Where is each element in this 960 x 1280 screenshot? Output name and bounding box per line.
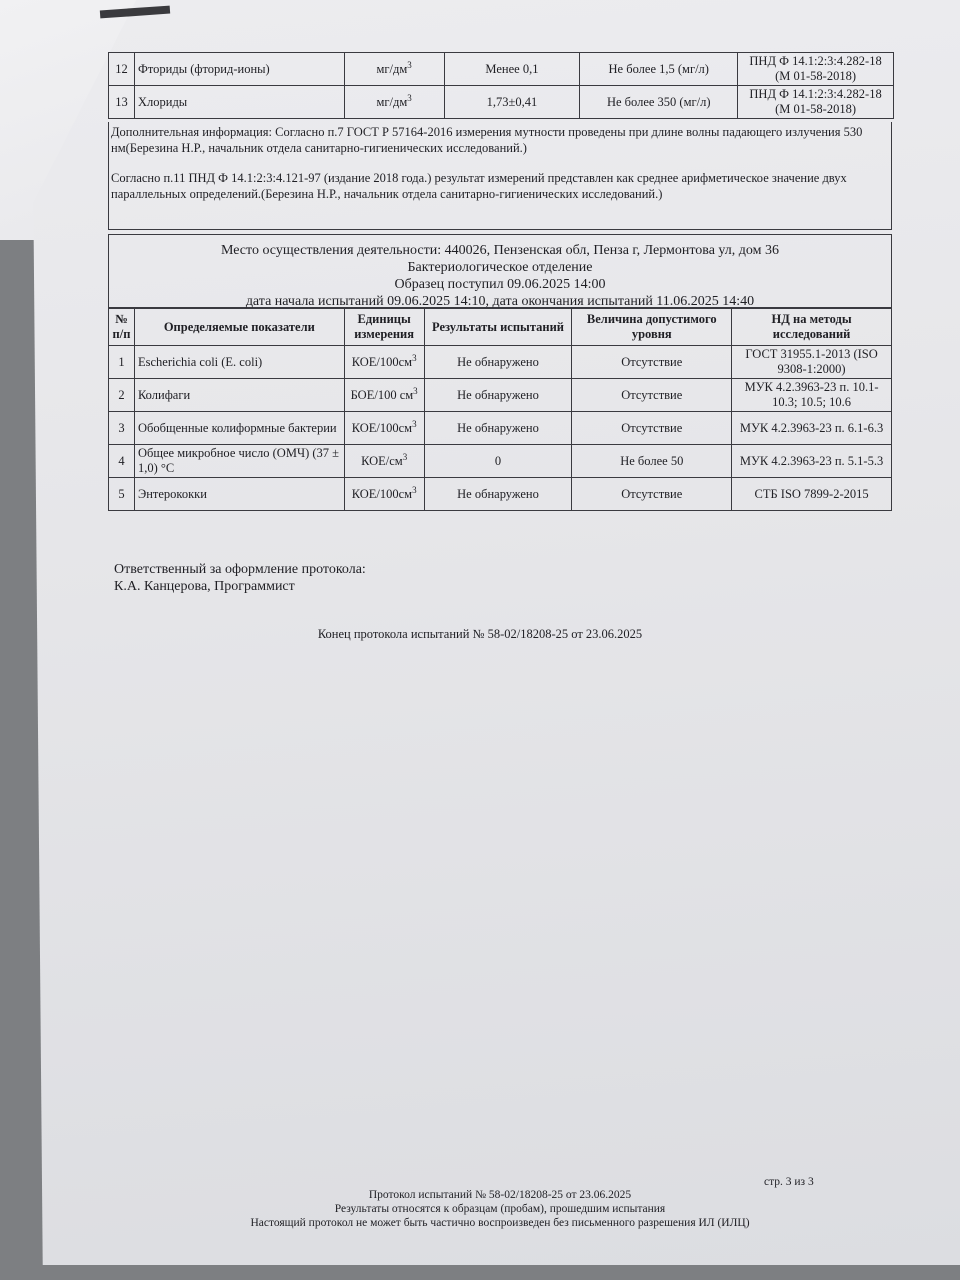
norm-cell: Отсутствие <box>572 346 732 379</box>
place-of-activity <box>108 234 892 308</box>
bacteriology-results-table <box>108 308 892 511</box>
chemical-results-table <box>108 52 894 119</box>
row-number: 1 <box>109 346 135 379</box>
test-dates-line: дата начала испытаний 09.06.2025 14:10, дата окончания испытаний 11.06.2025 14:40 <box>245 294 755 309</box>
header-number: № п/п <box>109 309 135 346</box>
table-row <box>109 53 894 86</box>
result-cell: Не обнаружено <box>424 412 572 445</box>
header-indicator: Определяемые показатели <box>134 309 344 346</box>
method-cell: МУК 4.2.3963-23 п. 5.1-5.3 <box>732 445 892 478</box>
norm-cell: Не более 1,5 (мг/л) <box>580 53 738 86</box>
responsible-label: Ответственный за оформление протокола: <box>114 562 366 577</box>
responsible-person: К.А. Канцерова, Программист <box>114 579 295 594</box>
footer-line-1: Протокол испытаний № 58-02/18208-25 от 23.06.2025 <box>368 1189 632 1201</box>
row-number: 5 <box>109 478 135 511</box>
indicator-name: Общее микробное число (ОМЧ) (37 ± 1,0) °С <box>134 445 344 478</box>
row-number: 3 <box>109 412 135 445</box>
header-unit: Единицы измерения <box>344 309 424 346</box>
norm-cell: Отсутствие <box>572 379 732 412</box>
norm-cell: Отсутствие <box>572 478 732 511</box>
footer-line-3: Настоящий протокол не может быть частично воспроизведен без письменного разрешения ИЛ (ИЛЦ) <box>250 1217 750 1229</box>
unit-cell: КОЕ/$100см^3$ <box>344 478 424 511</box>
method-cell: МУК 4.2.3963-23 п. 10.1-10.3; 10.5; 10.6 <box>732 379 892 412</box>
row-number: 4 <box>109 445 135 478</box>
header-method: НД на методы исследований <box>732 309 892 346</box>
unit-cell: БОЕ/100 $см^3$ <box>344 379 424 412</box>
unit-cell: КОЕ/$100см^3$ <box>344 346 424 379</box>
method-cell: ПНД Ф 14.1:2:3:4.282-18 (М 01-58-2018) <box>738 86 894 119</box>
indicator-name: Энтерококки <box>134 478 344 511</box>
header-norm: Величина допустимого уровня <box>572 309 732 346</box>
row-number: 2 <box>109 379 135 412</box>
table-header-row <box>109 309 892 346</box>
protocol-end-text: Конец протокола испытаний № 58-02/18208-25 от 23.06.2025 <box>317 627 643 641</box>
table-row <box>109 478 892 511</box>
indicator-name: Хлориды <box>134 86 344 119</box>
result-cell: Не обнаружено <box>424 478 572 511</box>
method-cell: МУК 4.2.3963-23 п. 6.1-6.3 <box>732 412 892 445</box>
result-cell: Не обнаружено <box>424 379 572 412</box>
result-cell: 1,73±0,41 <box>444 86 580 119</box>
indicator-name: Фториды (фторид-ионы) <box>134 53 344 86</box>
unit-cell: КОЕ/$см^3$ <box>344 445 424 478</box>
unit-cell: КОЕ/$100см^3$ <box>344 412 424 445</box>
additional-info <box>108 122 892 230</box>
row-number: 13 <box>109 86 135 119</box>
department-line: Бактериологическое отделение <box>407 260 593 275</box>
sample-received-line: Образец поступил 09.06.2025 14:00 <box>394 277 606 292</box>
result-cell: Менее 0,1 <box>444 53 580 86</box>
table-row <box>109 346 892 379</box>
unit-cell: $мг/дм^3$ <box>344 53 444 86</box>
page-number: стр. 3 из 3 <box>764 1176 814 1188</box>
info-paragraph-1: Дополнительная информация: Согласно п.7 ГОСТ Р 57164-2016 измерения мутности проведены при длине волны падающего излучения 530 нм(Березина Н.Р., начальник отдела санитарно-гигиенических исследований.) <box>111 125 863 155</box>
norm-cell: Отсутствие <box>572 412 732 445</box>
indicator-name: Escherichia coli (E. coli) <box>134 346 344 379</box>
indicator-name: Обобщенные колиформные бактерии <box>134 412 344 445</box>
header-result: Результаты испытаний <box>424 309 572 346</box>
table-row <box>109 445 892 478</box>
address-line: Место осуществления деятельности: 440026, Пензенская обл, Пенза г, Лермонтова ул, дом 36 <box>220 243 780 258</box>
table-row <box>109 379 892 412</box>
info-paragraph-2: Согласно п.11 ПНД Ф 14.1:2:3:4.121-97 (издание 2018 года.) результат измерений представлен как среднее арифметическое значение двух параллельных определений.(Березина Н.Р., начальник отдела санитарно-гигиенических исследований.) <box>111 171 847 201</box>
table-row <box>109 86 894 119</box>
table-row <box>109 412 892 445</box>
result-cell: 0 <box>424 445 572 478</box>
norm-cell: Не более 350 (мг/л) <box>580 86 738 119</box>
row-number: 12 <box>109 53 135 86</box>
unit-cell: $мг/дм^3$ <box>344 86 444 119</box>
method-cell: ГОСТ 31955.1-2013 (ISO 9308-1:2000) <box>732 346 892 379</box>
method-cell: СТБ ISO 7899-2-2015 <box>732 478 892 511</box>
norm-cell: Не более 50 <box>572 445 732 478</box>
footer-line-2: Результаты относятся к образцам (пробам), прошедшим испытания <box>334 1203 666 1215</box>
method-cell: ПНД Ф 14.1:2:3:4.282-18 (М 01-58-2018) <box>738 53 894 86</box>
indicator-name: Колифаги <box>134 379 344 412</box>
result-cell: Не обнаружено <box>424 346 572 379</box>
